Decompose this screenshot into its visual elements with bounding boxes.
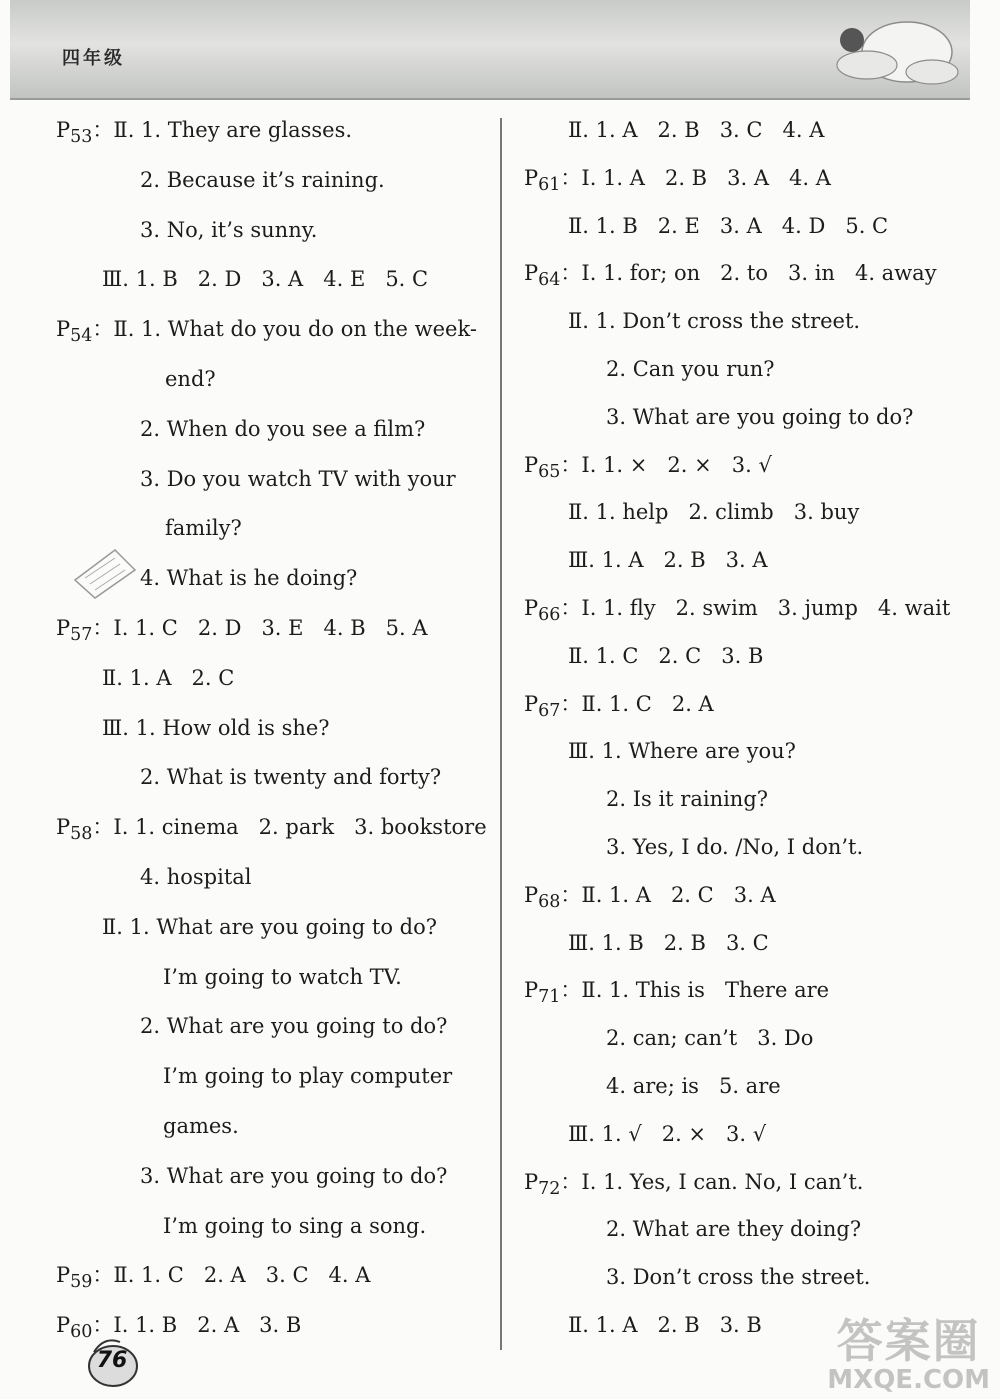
answer-text: I’m going to watch TV. [163,964,402,989]
answer-text: ：Ⅰ. 1. Yes, I can. No, I can’t. [560,1169,864,1194]
answer-line [568,213,888,239]
answer-line [140,167,385,193]
page-ref-number: 60 [70,1322,93,1343]
answer-text: Ⅲ. 1. √ 2. × 3. √ [568,1121,767,1146]
answer-line [568,547,768,573]
answer-line [524,595,950,628]
answer-line [56,615,428,648]
page-ref-number: 67 [538,700,561,721]
answer-line [606,1216,861,1242]
page-ref-label: P [56,616,71,640]
answer-text: games. [163,1114,239,1138]
moon-cloud-icon [812,10,962,90]
answer-line [140,764,441,790]
answer-line [606,1025,813,1051]
answer-line [163,964,402,990]
answer-text: 3. What are you going to do? [140,1163,448,1188]
answer-text: 2. When do you see a film? [140,416,426,441]
answer-line [140,1013,447,1039]
answer-text: ：Ⅰ. 1. fly 2. swim 3. jump 4. wait [560,596,951,620]
answer-text: Ⅱ. 1. help 2. climb 3. buy [568,500,860,525]
page-ref-number: 61 [538,174,561,195]
page-ref-label: P [56,1263,71,1288]
answer-text: Ⅱ. 1. A 2. B 3. B [568,1313,762,1337]
column-divider [500,118,502,1350]
answer-text: 2. Can you run? [606,357,775,381]
answer-text: ：Ⅰ. 1. B 2. A 3. B [92,1313,302,1338]
answer-line [606,834,863,860]
page-ref-number: 58 [70,824,93,845]
page-ref-number: 54 [70,326,93,347]
answer-line [163,1113,239,1139]
answer-text: 2. Is it raining? [606,787,769,812]
page-ref-label: P [524,1169,539,1194]
answer-line [165,366,216,392]
answer-text: Ⅱ. 1. B 2. E 3. A 4. D 5. C [568,213,889,238]
answer-line [524,452,772,485]
answer-text: ：Ⅱ. 1. C 2. A 3. C 4. A [92,1263,371,1288]
grade-label: 四年级 [62,48,125,69]
page-ref-label: P [524,596,539,620]
answer-line [568,643,763,669]
answer-text: 2. What are they doing? [606,1217,862,1242]
answer-text: ：Ⅰ. 1. C 2. D 3. E 4. B 5. A [92,616,428,640]
page-ref-number: 72 [538,1178,561,1199]
answer-line [56,814,487,847]
page-ref-label: P [524,452,539,477]
answer-text: family? [165,516,242,541]
answer-line [524,260,937,293]
answer-line [524,977,829,1010]
page-ref-number: 59 [70,1272,93,1293]
answer-text: 4. hospital [140,865,252,889]
answer-text: ：Ⅰ. 1. A 2. B 3. A 4. A [560,165,831,190]
answer-text: Ⅲ. 1. A 2. B 3. A [568,548,768,573]
answer-line [102,914,437,940]
answer-line [568,117,824,143]
page-ref-label: P [524,165,539,190]
page-ref-number: 64 [538,270,561,291]
answer-text: 3. Yes, I do. /No, I don’t. [606,835,864,859]
answer-line [102,715,330,741]
answer-text: ：Ⅱ. 1. They are glasses. [92,118,353,142]
answer-text: ：Ⅰ. 1. × 2. × 3. √ [560,452,772,477]
page-ref-number: 68 [538,891,561,912]
answer-text: Ⅲ. 1. How old is she? [102,715,330,740]
answer-text: I’m going to sing a song. [163,1213,427,1238]
page-ref-label: P [524,261,539,286]
answer-line [102,266,428,292]
answer-line [606,1264,870,1290]
answer-line [140,466,456,492]
answer-text: 2. What is twenty and forty? [140,765,442,790]
answer-text: ：Ⅱ. 1. This is There are [560,978,830,1003]
page-ref-number: 71 [538,987,561,1008]
answer-text: end? [165,367,216,391]
answer-line [140,1163,447,1189]
answer-line [140,416,425,442]
answer-line [568,930,769,956]
answer-line [606,1073,781,1099]
page-ref-number: 57 [70,625,93,646]
answer-text: 3. What are you going to do? [606,404,914,429]
answer-line [56,117,352,150]
page-ref-number: 66 [538,605,561,626]
watermark [827,1305,990,1395]
answer-text: 3. No, it’s sunny. [140,217,318,242]
answer-line [568,738,796,764]
answer-text: ：Ⅰ. 1. cinema 2. park 3. bookstore [92,815,487,840]
answer-line [568,1312,762,1338]
page-ref-label: P [56,118,71,142]
page-ref-label: P [56,815,71,840]
answer-text: I’m going to play computer [163,1064,453,1089]
answer-text: Ⅱ. 1. C 2. C 3. B [568,643,764,668]
answer-line [568,308,860,334]
answer-text: 3. Don’t cross the street. [606,1265,871,1290]
watermark-text: 答案圈 [836,1314,981,1368]
answer-text: ：Ⅱ. 1. A 2. C 3. A [560,882,776,907]
answer-text: 2. What are you going to do? [140,1014,448,1039]
answer-line [606,356,775,382]
page-number: 76 [96,1348,128,1373]
answer-line [606,786,768,812]
answer-line [606,404,913,430]
answer-line [524,165,831,198]
answer-line [568,1121,766,1147]
answer-line [56,316,477,349]
answer-line [163,1063,452,1089]
answer-line [524,882,776,915]
answer-line [140,217,317,243]
answer-text: 2. Because it’s raining. [140,167,385,192]
page-ref-label: P [56,1313,71,1338]
watermark-url: MXQE.COM [827,1365,990,1395]
answer-line [102,665,234,691]
header-banner [10,0,970,100]
answer-text: Ⅱ. 1. What are you going to do? [102,914,437,939]
answer-line [163,1213,426,1239]
answer-line [56,1262,370,1295]
answer-line [140,864,252,890]
answer-text: Ⅲ. 1. Where are you? [568,739,796,764]
answer-text: 2. can; can’t 3. Do [606,1026,814,1051]
answer-text: Ⅲ. 1. B 2. D 3. A 4. E 5. C [102,267,429,292]
answer-text: Ⅲ. 1. B 2. B 3. C [568,930,769,955]
page-ref-label: P [524,691,539,716]
page-ref-label: P [56,317,71,342]
answer-text: Ⅱ. 1. A 2. B 3. C 4. A [568,118,825,142]
answer-text: ：Ⅱ. 1. What do you do on the week- [92,317,477,342]
answer-line [165,515,242,541]
page-ref-number: 65 [538,461,561,482]
answer-text: Ⅱ. 1. Don’t cross the street. [568,309,861,334]
answer-text: ：Ⅱ. 1. C 2. A [560,691,714,716]
page-ref-label: P [524,882,539,907]
scroll-decoration-icon [70,540,140,600]
answer-line [568,499,859,525]
answer-line [524,1169,863,1202]
page-ref-number: 53 [70,127,93,148]
answer-text: 4. What is he doing? [140,566,358,591]
answer-text: 3. Do you watch TV with your [140,466,456,491]
answer-text: ：Ⅰ. 1. for; on 2. to 3. in 4. away [560,261,937,286]
page-ref-label: P [524,978,539,1003]
page-number-badge [84,1332,146,1394]
answer-line [524,691,714,724]
answer-line [140,565,357,591]
answer-text: 4. are; is 5. are [606,1074,781,1098]
answer-text: Ⅱ. 1. A 2. C [102,665,235,690]
